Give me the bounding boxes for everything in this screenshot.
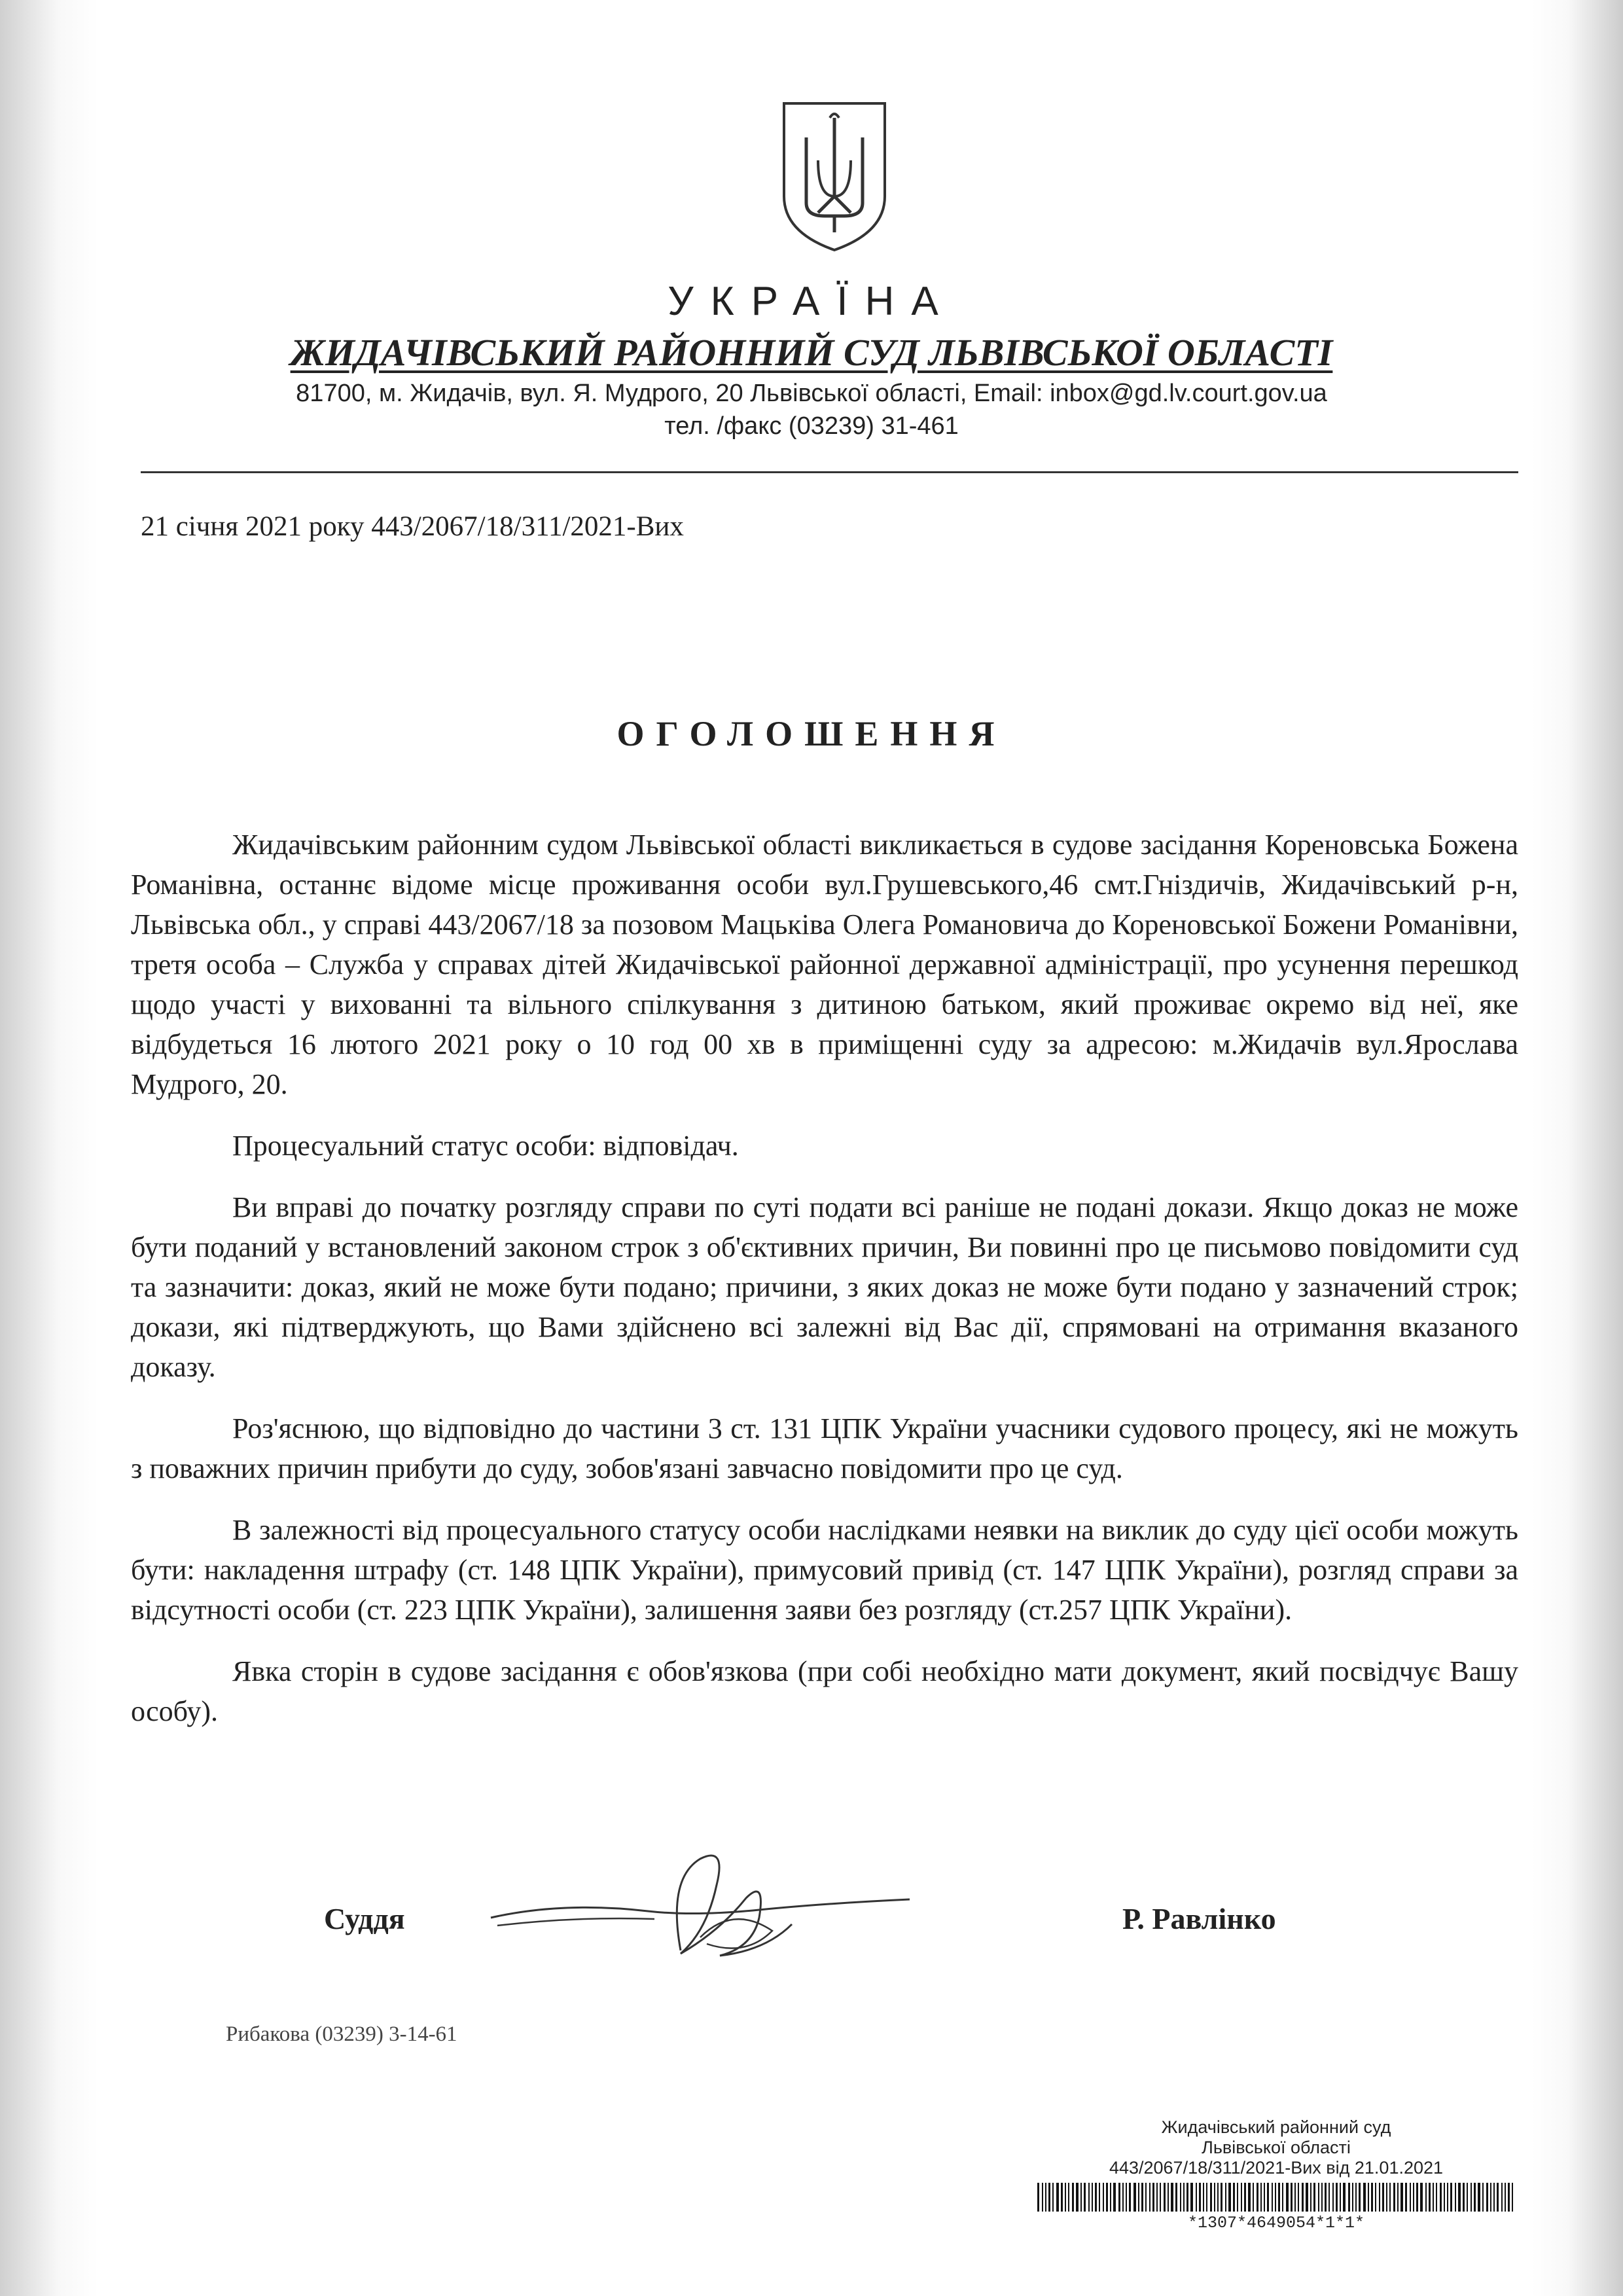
stamp-court-name: Жидачівський районний суд <box>1161 2117 1391 2137</box>
registration-stamp <box>1031 2117 1522 2178</box>
paragraph-status: Процесуальний статус особи: відповідач. <box>232 1130 739 1162</box>
paragraph-notification: Роз'яснюю, що відповідно до частини 3 ст. 131 ЦПК України учасники судового процесу, які не можуть з поважних причин прибути до суду, зобов'язані завчасно повідомити про це суд. <box>131 1412 1518 1484</box>
outgoing-reference: 21 січня 2021 року 443/2067/18/311/2021-Вих <box>141 511 684 542</box>
stamp-region: Львівської області <box>1202 2138 1351 2157</box>
country-heading: УКРАЇНА <box>668 279 955 324</box>
header-divider <box>141 471 1518 473</box>
notice-body <box>131 825 1518 1753</box>
coat-of-arms-icon <box>779 98 890 255</box>
executor-contact: Рибакова (03239) 3-14-61 <box>226 2022 457 2046</box>
stamp-registration-number: 443/2067/18/311/2021-Вих від 21.01.2021 <box>1109 2158 1444 2178</box>
paragraph-attendance: Явка сторін в судове засідання є обов'язкова (при собі необхідно мати документ, який посвідчує Вашу особу). <box>131 1655 1518 1727</box>
judge-label: Суддя <box>324 1902 405 1935</box>
paragraph-evidence: Ви вправі до початку розгляду справи по суті подати всі раніше не подані докази. Якщо доказ не може бути поданий у встановлений законом строк з об'єктивних причин, Ви повинні про це письмово повідомити суд та зазначити: доказ, який не може бути подано; причини, з яких доказ не може бути подано у зазначений строк; докази, які підтверджують, що Вами здійснено всі залежні від Вас дії, спрямовані на отримання вказаного доказу. <box>131 1191 1518 1383</box>
barcode-number: *1307*4649054*1*1* <box>1187 2214 1365 2233</box>
paragraph-summons: Жидачівським районним судом Львівської області викликається в судове засідання Кореновська Божена Романівна, останнє відоме місце проживання особи вул.Грушевського,46 смт.Гніздичів, Жидачівський р-н, Львівська обл., у справі 443/2067/18 за позовом Мацьківа Олега Романовича до Кореновської Божени Романівни, третя особа – Служба у справах дітей Жидачівської районної державної адміністрації, про усунення перешкод щодо участі у вихованні та вільного спілкування з дитиною батьком, який проживає окремо від неї, яке відбудеться 16 лютого 2021 року о 10 год 00 хв в приміщенні суду за адресою: м.Жидачів вул.Ярослава Мудрого, 20. <box>131 829 1518 1100</box>
paragraph-consequences: В залежності від процесуального статусу особи наслідками неявки на виклик до суду цієї особи можуть бути: накладення штрафу (ст. 148 ЦПК України), примусовий привід (ст. 147 ЦПК України), розгляд справи за відсутності особи (ст. 223 ЦПК України), залишення заяви без розгляду (ст.257 ЦПК України). <box>131 1514 1518 1626</box>
court-phone: тел. /факс (03239) 31-461 <box>664 412 959 440</box>
court-address: 81700, м. Жидачів, вул. Я. Мудрого, 20 Львівської області, Email: inbox@gd.lv.court.gov.ua <box>296 380 1327 407</box>
barcode <box>1037 2183 1515 2212</box>
judge-name: Р. Равлінко <box>1122 1902 1276 1935</box>
document-title: ОГОЛОШЕННЯ <box>616 714 1007 753</box>
court-name: ЖИДАЧІВСЬКИЙ РАЙОННИЙ СУД ЛЬВІВСЬКОЇ ОБЛАСТІ <box>290 331 1333 374</box>
handwritten-signature <box>484 1839 916 1977</box>
